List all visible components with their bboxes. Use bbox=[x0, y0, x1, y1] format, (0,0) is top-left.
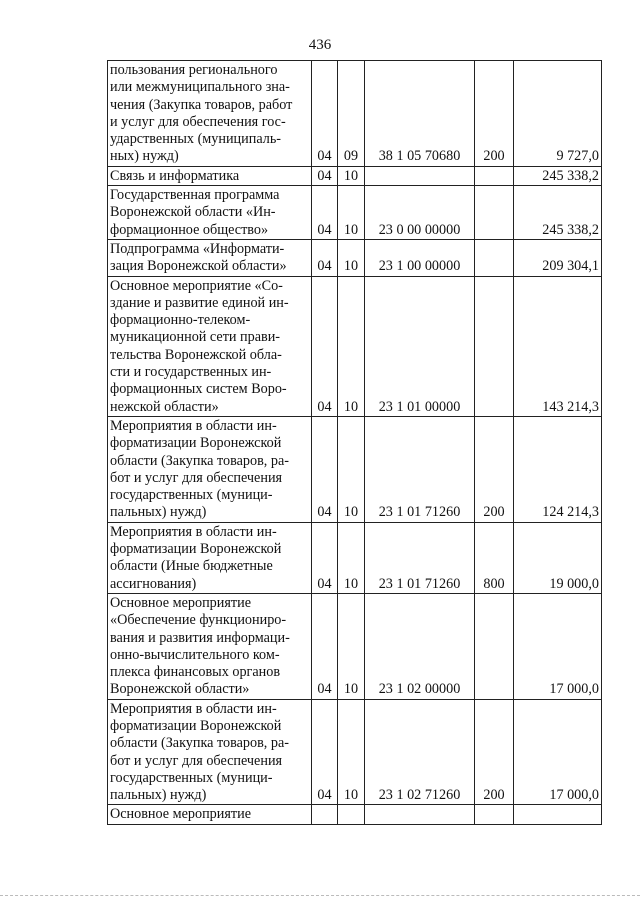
item-name-line: Воронежской области «Ин- bbox=[110, 204, 276, 221]
table-row bbox=[108, 805, 602, 824]
item-name-line: области (Закупка товаров, ра- bbox=[110, 735, 290, 752]
subsection-code-cell: 10 bbox=[338, 186, 365, 240]
item-name-line: формационных систем Воро- bbox=[110, 381, 287, 398]
subsection-code-cell: 10 bbox=[338, 276, 365, 416]
item-name-line: форматизации Воронежской bbox=[110, 435, 282, 452]
item-name-line: Мероприятия в области ин- bbox=[110, 700, 277, 717]
amount-cell: 17 000,0 bbox=[514, 593, 602, 699]
target-article-cell: 23 1 00 00000 bbox=[365, 239, 475, 276]
item-name-line: плекса финансовых органов bbox=[110, 664, 281, 681]
section-code-cell: 04 bbox=[312, 699, 338, 805]
table-row bbox=[108, 276, 602, 416]
expense-type-cell bbox=[475, 276, 514, 416]
item-name-line: Связь и информатика bbox=[110, 167, 240, 184]
item-name-line: онно-вычислительного ком- bbox=[110, 646, 280, 663]
section-code-cell: 04 bbox=[312, 522, 338, 593]
item-name-line: ных) нужд) bbox=[110, 148, 179, 165]
item-name-line: ударственных (муниципаль- bbox=[110, 131, 282, 148]
expense-type-cell: 200 bbox=[475, 699, 514, 805]
subsection-code-cell: 10 bbox=[338, 699, 365, 805]
item-name-cell bbox=[108, 699, 312, 805]
item-name-cell bbox=[108, 61, 312, 167]
target-article-cell bbox=[365, 166, 475, 185]
item-name-line: чения (Закупка товаров, работ bbox=[110, 96, 293, 113]
item-name-line: или межмуниципального зна- bbox=[110, 79, 290, 96]
item-name-cell bbox=[108, 276, 312, 416]
subsection-code-cell: 10 bbox=[338, 166, 365, 185]
item-name-line: Мероприятия в области ин- bbox=[110, 523, 277, 540]
table-row bbox=[108, 166, 602, 185]
item-name-line: Мероприятия в области ин- bbox=[110, 417, 277, 434]
amount-cell bbox=[514, 805, 602, 824]
section-code-cell: 04 bbox=[312, 593, 338, 699]
target-article-cell bbox=[365, 805, 475, 824]
item-name-line: муникационной сети прави- bbox=[110, 329, 281, 346]
expense-type-cell bbox=[475, 239, 514, 276]
table-row bbox=[108, 239, 602, 276]
item-name-line: и услуг для обеспечения гос- bbox=[110, 113, 286, 130]
target-article-cell: 23 1 01 71260 bbox=[365, 522, 475, 593]
item-name-line: здание и развитие единой ин- bbox=[110, 294, 289, 311]
item-name-line: нежской области» bbox=[110, 398, 219, 415]
item-name-line: форматизации Воронежской bbox=[110, 717, 282, 734]
table-row bbox=[108, 186, 602, 240]
item-name-line: формационно-телеком- bbox=[110, 312, 251, 329]
expense-type-cell bbox=[475, 593, 514, 699]
expense-type-cell bbox=[475, 805, 514, 824]
table-row bbox=[108, 522, 602, 593]
subsection-code-cell: 10 bbox=[338, 239, 365, 276]
expense-type-cell: 800 bbox=[475, 522, 514, 593]
page-number: 436 bbox=[308, 37, 332, 53]
item-name-line: Воронежской области» bbox=[110, 681, 250, 698]
item-name-line: вания и развития информаци- bbox=[110, 629, 290, 646]
item-name-line: ассигнования) bbox=[110, 575, 197, 592]
item-name-cell bbox=[108, 166, 312, 185]
amount-cell: 245 338,2 bbox=[514, 186, 602, 240]
item-name-line: пользования регионального bbox=[110, 62, 278, 78]
item-name-line: формационное общество» bbox=[110, 221, 269, 238]
budget-table-body bbox=[108, 61, 602, 825]
amount-cell: 124 214,3 bbox=[514, 416, 602, 522]
item-name-cell bbox=[108, 593, 312, 699]
section-code-cell bbox=[312, 805, 338, 824]
item-name-line: бот и услуг для обеспечения bbox=[110, 752, 283, 769]
table-row bbox=[108, 416, 602, 522]
target-article-cell: 23 1 02 00000 bbox=[365, 593, 475, 699]
expense-type-cell: 200 bbox=[475, 61, 514, 167]
target-article-cell: 23 1 01 00000 bbox=[365, 276, 475, 416]
item-name-line: тельства Воронежской обла- bbox=[110, 346, 282, 363]
amount-cell: 209 304,1 bbox=[514, 239, 602, 276]
section-code-cell: 04 bbox=[312, 61, 338, 167]
item-name-cell bbox=[108, 186, 312, 240]
amount-cell: 143 214,3 bbox=[514, 276, 602, 416]
item-name-line: Основное мероприятие bbox=[110, 594, 251, 611]
subsection-code-cell: 10 bbox=[338, 522, 365, 593]
item-name-line: бот и услуг для обеспечения bbox=[110, 469, 283, 486]
subsection-code-cell: 10 bbox=[338, 593, 365, 699]
target-article-cell: 23 0 00 00000 bbox=[365, 186, 475, 240]
section-code-cell: 04 bbox=[312, 166, 338, 185]
item-name-line: области (Закупка товаров, ра- bbox=[110, 452, 290, 469]
section-code-cell: 04 bbox=[312, 276, 338, 416]
amount-cell: 19 000,0 bbox=[514, 522, 602, 593]
item-name-line: области (Иные бюджетные bbox=[110, 558, 273, 575]
subsection-code-cell: 09 bbox=[338, 61, 365, 167]
item-name-line: «Обеспечение функциониро- bbox=[110, 612, 287, 629]
item-name-cell bbox=[108, 416, 312, 522]
expense-type-cell: 200 bbox=[475, 416, 514, 522]
table-row bbox=[108, 61, 602, 167]
section-code-cell: 04 bbox=[312, 239, 338, 276]
amount-cell: 245 338,2 bbox=[514, 166, 602, 185]
amount-cell: 17 000,0 bbox=[514, 699, 602, 805]
target-article-cell: 38 1 05 70680 bbox=[365, 61, 475, 167]
item-name-line: пальных) нужд) bbox=[110, 504, 207, 521]
subsection-code-cell: 10 bbox=[338, 416, 365, 522]
item-name-cell bbox=[108, 239, 312, 276]
item-name-line: Государственная программа bbox=[110, 187, 280, 204]
item-name-line: сти и государственных ин- bbox=[110, 364, 272, 381]
section-code-cell: 04 bbox=[312, 186, 338, 240]
item-name-line: форматизации Воронежской bbox=[110, 541, 282, 558]
item-name-cell bbox=[108, 522, 312, 593]
item-name-cell bbox=[108, 805, 312, 824]
expense-type-cell bbox=[475, 186, 514, 240]
item-name-line: Подпрограмма «Информати- bbox=[110, 240, 285, 257]
expense-type-cell bbox=[475, 166, 514, 185]
amount-cell: 9 727,0 bbox=[514, 61, 602, 167]
section-code-cell: 04 bbox=[312, 416, 338, 522]
item-name-line: Основное мероприятие bbox=[110, 806, 251, 823]
budget-table bbox=[107, 60, 602, 825]
page-bottom-rule bbox=[0, 895, 640, 896]
item-name-line: государственных (муници- bbox=[110, 769, 273, 786]
item-name-line: зация Воронежской области» bbox=[110, 258, 287, 275]
item-name-line: государственных (муници- bbox=[110, 487, 273, 504]
item-name-line: пальных) нужд) bbox=[110, 787, 207, 804]
target-article-cell: 23 1 01 71260 bbox=[365, 416, 475, 522]
table-row bbox=[108, 699, 602, 805]
subsection-code-cell bbox=[338, 805, 365, 824]
target-article-cell: 23 1 02 71260 bbox=[365, 699, 475, 805]
table-row bbox=[108, 593, 602, 699]
item-name-line: Основное мероприятие «Со- bbox=[110, 277, 283, 294]
